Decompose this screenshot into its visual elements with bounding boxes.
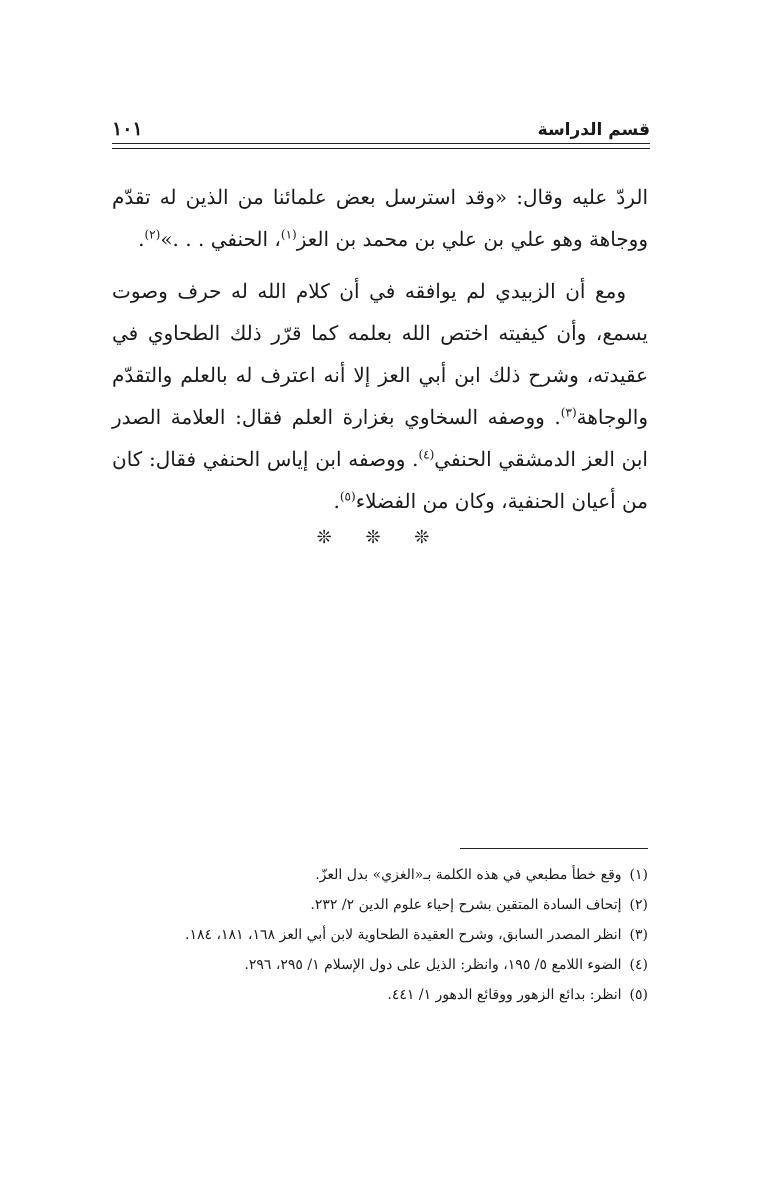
paragraph-2-part-2: . ووصفه السخاوي بغزارة العلم فقال: العلامة الصدر ابن العز الدمشقي الحنفي xyxy=(112,405,648,471)
footnote-ref-1: (١) xyxy=(280,227,297,242)
paragraph-2-part-1: ومع أن الزبيدي لم يوافقه في أن كلام الله له حرف وصوت يسمع، وأن كيفيته اختص الله بعلمه كما قرّر ذلك الطحاوي في عقيدته، وشرح ذلك ابن أبي العز إلا أنه اعترف له بالعلم والتقدّم والوجاهة xyxy=(112,279,648,429)
paragraph-2 xyxy=(112,270,648,522)
section-title: قسم الدراسة xyxy=(537,120,650,140)
footnote-item xyxy=(112,860,648,890)
footnote-text: إتحاف السادة المتقين بشرح إحياء علوم الدين ٢/ ٢٣٢. xyxy=(310,897,622,913)
paragraph-2-part-4: . xyxy=(333,489,340,513)
footnote-number: (٥) xyxy=(629,987,648,1003)
footnote-item xyxy=(112,980,648,1010)
footnote-rule xyxy=(460,848,648,849)
paragraph-1-part-3: . xyxy=(138,227,145,251)
footnote-number: (٣) xyxy=(629,927,648,943)
footnotes xyxy=(112,860,648,1010)
footnote-item xyxy=(112,920,648,950)
footnote-text: الضوء اللامع ٥/ ١٩٥، وانظر: الذيل على دول الإسلام ١/ ٢٩٥، ٢٩٦. xyxy=(244,957,622,973)
footnote-text: وقع خطأ مطبعي في هذه الكلمة بـ«الغزي» بدل العزّ. xyxy=(315,867,622,883)
paragraph-1-part-2: ، الحنفي . . .» xyxy=(160,227,281,251)
section-separator: ❊ ❊ ❊ xyxy=(316,527,444,548)
paragraph-1 xyxy=(112,176,648,260)
footnote-text: انظر المصدر السابق، وشرح العقيدة الطحاوية لابن أبي العز ١٦٨، ١٨١، ١٨٤. xyxy=(185,927,622,943)
footnote-ref-5: (٥) xyxy=(339,489,356,504)
footnote-item xyxy=(112,890,648,920)
page-number: ١٠١ xyxy=(112,118,143,140)
footnote-ref-3: (٣) xyxy=(560,405,577,420)
header-rule-top xyxy=(112,143,650,144)
footnote-number: (٢) xyxy=(629,897,648,913)
footnote-item xyxy=(112,950,648,980)
footnote-text: انظر: بدائع الزهور ووقائع الدهور ١/ ٤٤١. xyxy=(387,987,622,1003)
header-rule-bottom xyxy=(112,148,650,149)
footnote-number: (١) xyxy=(629,867,648,883)
footnote-ref-4: (٤) xyxy=(418,447,435,462)
running-header xyxy=(112,112,650,140)
footnote-ref-2: (٢) xyxy=(144,227,161,242)
paragraph-2-part-3: . ووصفه ابن إياس الحنفي فقال: كان من أعيان الحنفية، وكان من الفضلاء xyxy=(112,447,648,513)
footnote-number: (٤) xyxy=(629,957,648,973)
main-text xyxy=(112,176,648,522)
paragraph-1-part-1: الردّ عليه وقال: «وقد استرسل بعض علمائنا من الذين له تقدّم ووجاهة وهو علي بن علي بن محمد بن العز xyxy=(112,185,648,251)
